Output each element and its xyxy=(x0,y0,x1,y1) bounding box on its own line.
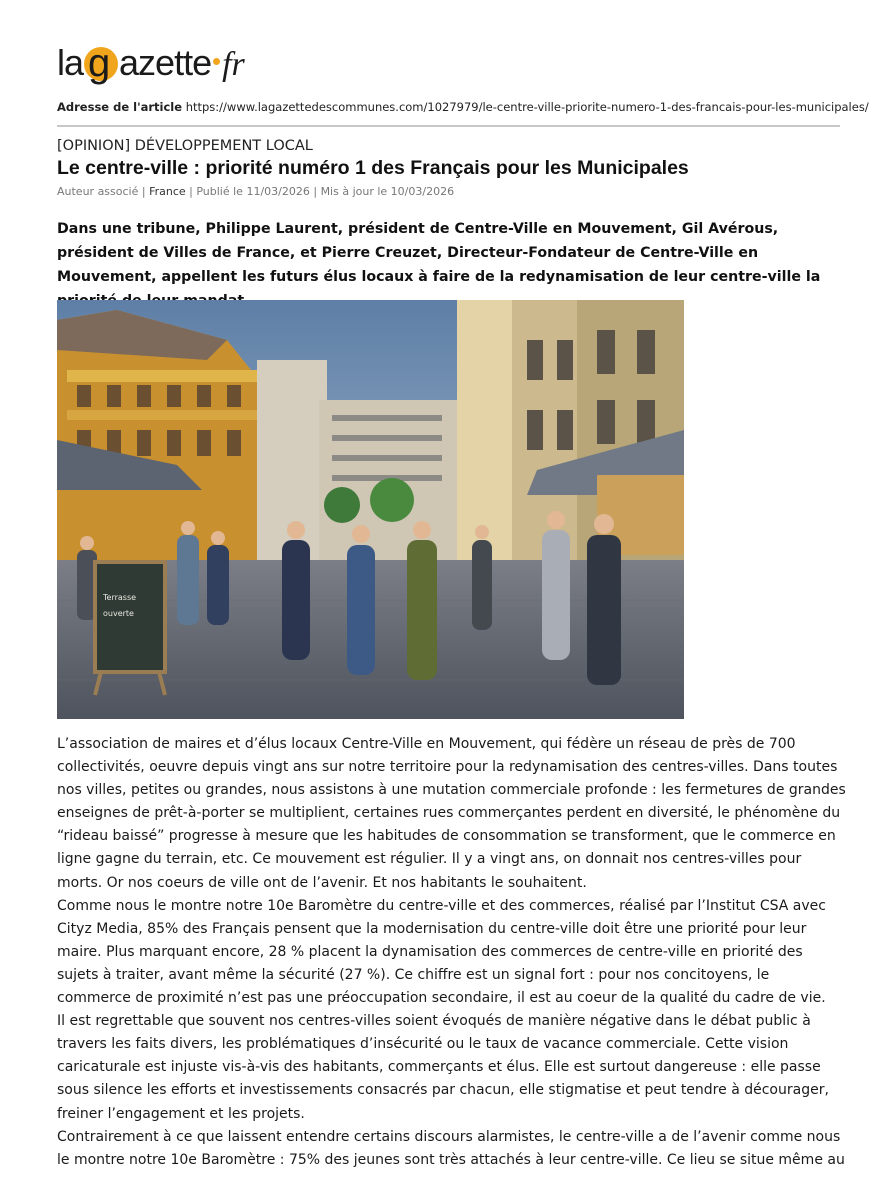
address-label: Adresse de l'article xyxy=(57,100,183,114)
body-paragraph: L’association de maires et d’élus locaux Centre-Ville en Mouvement, qui fédère un réseau de près de 700 collectivités, oeuvre depuis vingt ans sur notre territoire pour la redynamisation des centres-villes. Dans toutes nos villes, petites ou grandes, nous assistons à une mutation commerciale profonde : les fermetures de grandes enseignes de prêt-à-porter se multiplient, certaines rues commerçantes perdent en diversité, le phénomène du “rideau baissé” progresse à mesure que les habitudes de consommation se transforment, que le commerce en ligne gagne du terrain, etc. Ce mouvement est régulier. Il y a vingt ans, on donnait nos centres-villes pour morts. Or nos coeurs de ville ont de l’avenir. Et nos habitants le souhaitent. xyxy=(57,736,846,891)
logo-text-g: g xyxy=(88,41,111,85)
logo-text-azette: azette xyxy=(119,42,212,83)
logo-g-badge xyxy=(84,41,118,85)
meta-separator: | xyxy=(185,185,197,198)
meta-published: Publié le 11/03/2026 xyxy=(196,185,310,198)
logo-text-la: la xyxy=(57,42,84,83)
logo-dot-icon xyxy=(213,58,220,65)
logo-text-fr: fr xyxy=(222,46,245,83)
meta-author: Auteur associé xyxy=(57,185,139,198)
meta-updated: Mis à jour le 10/03/2026 xyxy=(320,185,455,198)
street-scene-illustration xyxy=(57,300,684,719)
article-lead: Dans une tribune, Philippe Laurent, président de Centre-Ville en Mouvement, Gil Avérous, président de Villes de France, et Pierre Creuzet, Directeur-Fondateur de Centre-Ville en Mouvement, appellent les futurs élus locaux à faire de la redynamisation de leur centre-ville la xyxy=(57,221,821,285)
article-body xyxy=(57,733,847,1172)
body-paragraph: Contrairement à ce que laissent entendre certains discours alarmistes, le centre-ville a de l’avenir comme nous le montre notre 10e Baromètre : 75% des jeunes sont très attachés à leur centre-ville. Ce lieu se situe même au xyxy=(57,1128,845,1168)
header-divider xyxy=(57,125,840,127)
site-logo[interactable] xyxy=(57,42,245,92)
article-title: Le centre-ville : priorité numéro 1 des Français pour les Municipales xyxy=(57,157,689,179)
meta-country[interactable]: France xyxy=(149,185,186,198)
meta-separator: | xyxy=(138,185,150,198)
body-paragraph: Comme nous le montre notre 10e Baromètre du centre-ville et des commerces, réalisé par l’Institut CSA avec Cityz Media, 85% des Français pensent que la modernisation du centre-ville doit être une priorité pour leur maire. Plus marquant encore, 28 % placent la dynamisation des commerces de centre-ville en priorité des sujets à traiter, avant même la sécurité (27 %). Ce chiffre est un signal fort : pour nos concitoyens, le commerce de proximité n’est pas une préoccupation secondaire, il est au coeur de la qualité du cadre de vie. xyxy=(57,897,826,1007)
body-paragraph: Il est regrettable que souvent nos centres-villes soient évoqués de manière négative dans le débat public à travers les faits divers, les problématiques d’insécurité ou le taux de vacance commerciale. Cette vision caricaturale est injuste vis-à-vis des habitants, commerçants et élus. Elle est surtout dangereuse : elle passe sous silence les efforts et investissements consacrés par chacun, elle stigmatise et peut tendre à décourager, freiner l’engagement et les projets. xyxy=(57,1013,829,1122)
meta-separator: | xyxy=(309,185,321,198)
article-photo xyxy=(57,300,684,719)
address-url[interactable]: https://www.lagazettedescommunes.com/1027979/le-centre-ville-priorite-numero-1-des-francais-pour-les-municipales/ xyxy=(185,100,869,114)
article-section: [OPINION] DÉVELOPPEMENT LOCAL xyxy=(57,138,313,154)
chalkboard-line-2: ouverte xyxy=(103,609,134,618)
chalkboard-line-1: Terrasse xyxy=(103,593,137,602)
article-meta xyxy=(57,185,454,198)
article-address xyxy=(57,100,869,114)
